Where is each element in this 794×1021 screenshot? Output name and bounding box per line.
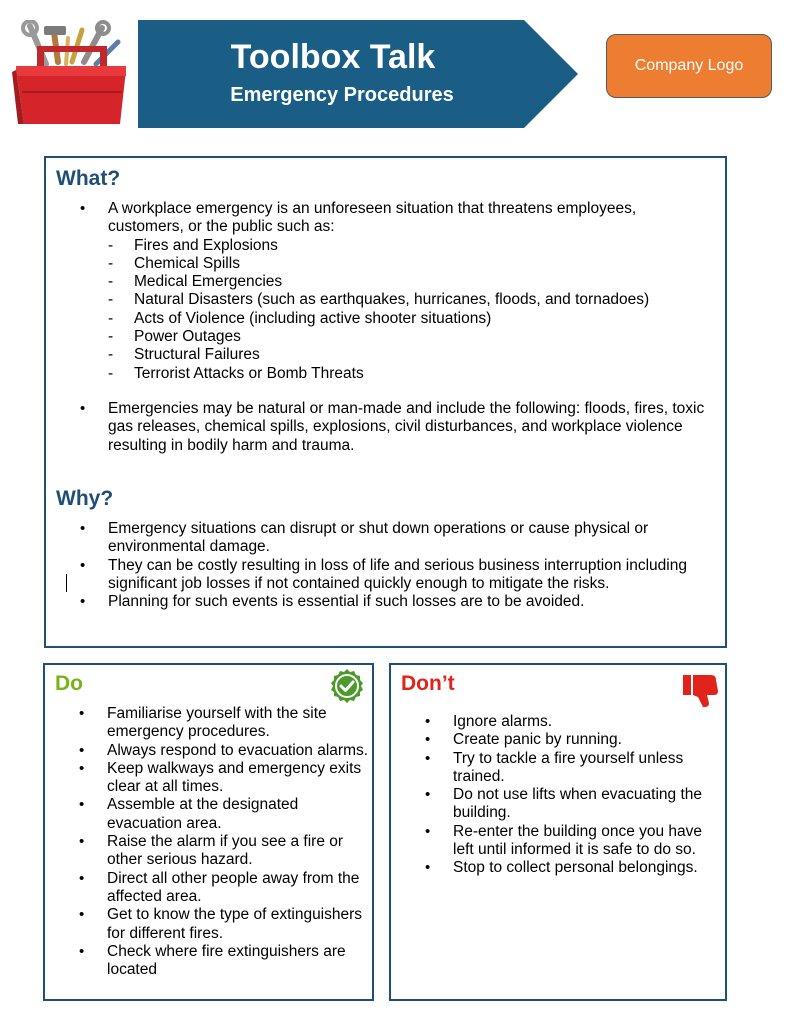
list-item: - Natural Disasters (such as earthquakes, hurricanes, floods, and tornadoes) bbox=[108, 291, 706, 309]
list-item: • Do not use lifts when evacuating the building. bbox=[391, 786, 725, 823]
company-logo-placeholder: Company Logo bbox=[606, 34, 772, 98]
page-title: Toolbox Talk bbox=[230, 38, 436, 76]
list-item: • Emergency situations can disrupt or shut down operations or cause physical or environmental damage. bbox=[46, 520, 706, 557]
list-item: - Structural Failures bbox=[108, 346, 706, 364]
list-item: • Re-enter the building once you have left until informed it is safe to do so. bbox=[391, 823, 725, 860]
list-item: • Create panic by running. bbox=[391, 731, 725, 749]
toolbox-icon bbox=[10, 20, 132, 130]
why-list bbox=[46, 520, 706, 611]
list-item: • Familiarise yourself with the site emergency procedures. bbox=[45, 705, 370, 742]
what-bullet-2: • Emergencies may be natural or man-made and include the following: floods, fires, toxic gas releases, chemical spills, explosions, civil disturbances, and workplace violence resulting in bodily harm and trauma. bbox=[46, 400, 706, 455]
list-item bbox=[46, 200, 706, 383]
what-bullet-1: A workplace emergency is an unforeseen situation that threatens employees, customers, or the public such as: bbox=[108, 200, 637, 236]
dont-heading: Don’t bbox=[401, 672, 455, 695]
text-cursor bbox=[66, 574, 67, 592]
list-item: - Terrorist Attacks or Bomb Threats bbox=[108, 365, 706, 383]
dont-panel bbox=[389, 663, 727, 1001]
what-why-panel bbox=[44, 156, 727, 648]
list-item: • Try to tackle a fire yourself unless trained. bbox=[391, 750, 725, 787]
list-item: • They can be costly resulting in loss of life and serious business interruption including significant job losses if not contained quickly enough to mitigate the risks. bbox=[46, 557, 706, 594]
what-list-2 bbox=[46, 400, 706, 455]
green-check-icon bbox=[329, 668, 365, 704]
list-item: • Assemble at the designated evacuation area. bbox=[45, 796, 370, 833]
do-list bbox=[45, 705, 370, 979]
red-thumbs-down-icon bbox=[681, 671, 721, 709]
list-item: • Check where fire extinguishers are located bbox=[45, 943, 370, 980]
list-item: - Acts of Violence (including active shooter situations) bbox=[108, 310, 706, 328]
do-panel bbox=[43, 663, 374, 1001]
why-heading: Why? bbox=[56, 487, 114, 510]
list-item: • Raise the alarm if you see a fire or other serious hazard. bbox=[45, 833, 370, 870]
examples-list bbox=[108, 237, 706, 383]
dont-list bbox=[391, 713, 725, 878]
list-item: • Get to know the type of extinguishers for different fires. bbox=[45, 906, 370, 943]
what-heading: What? bbox=[56, 167, 121, 190]
list-item: • Planning for such events is essential if such losses are to be avoided. bbox=[46, 593, 706, 611]
list-item: - Fires and Explosions bbox=[108, 237, 706, 255]
list-item: • Ignore alarms. bbox=[391, 713, 725, 731]
do-heading: Do bbox=[55, 672, 83, 695]
list-item: - Power Outages bbox=[108, 328, 706, 346]
page-subtitle: Emergency Procedures bbox=[230, 84, 454, 106]
list-item: • Stop to collect personal belongings. bbox=[391, 859, 725, 877]
list-item: • Always respond to evacuation alarms. bbox=[45, 742, 370, 760]
list-item: - Medical Emergencies bbox=[108, 273, 706, 291]
list-item: - Chemical Spills bbox=[108, 255, 706, 273]
what-list bbox=[46, 200, 706, 383]
list-item: • Keep walkways and emergency exits clear at all times. bbox=[45, 760, 370, 797]
list-item: • Direct all other people away from the affected area. bbox=[45, 870, 370, 907]
title-banner bbox=[138, 20, 578, 128]
